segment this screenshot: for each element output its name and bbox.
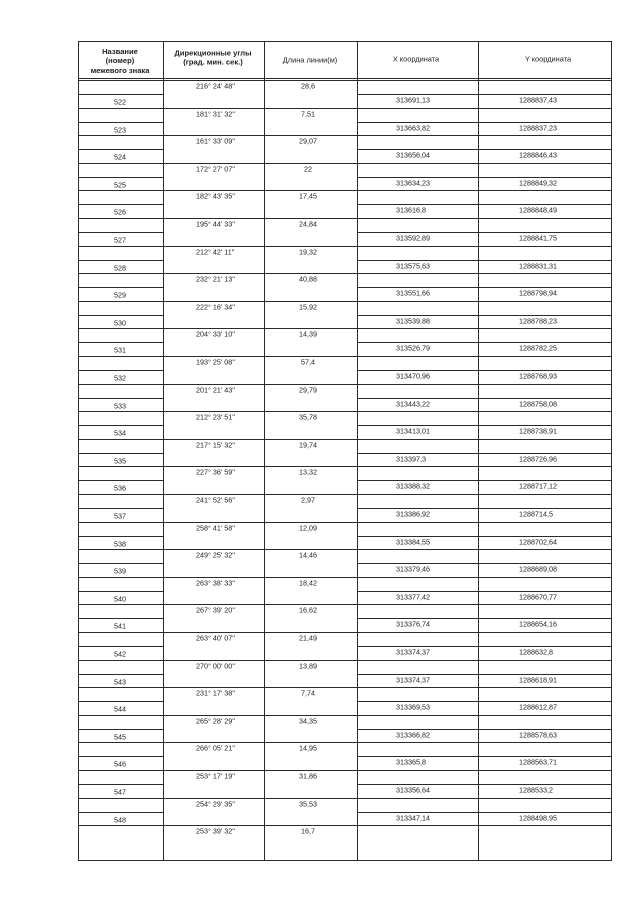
row-border [78, 756, 163, 757]
line-length: 15,92 [299, 302, 317, 312]
point-name: 530 [114, 318, 126, 328]
line-length: 16,62 [299, 605, 317, 615]
x-coordinate: 313575,63 [396, 260, 430, 270]
table-column-border [163, 41, 164, 861]
point-name: 537 [114, 511, 126, 521]
x-coordinate: 313551,66 [396, 288, 430, 298]
x-coordinate: 313592,89 [396, 233, 430, 243]
point-name: 522 [114, 97, 126, 107]
direction-angle: 263° 38' 33'' [196, 578, 235, 588]
row-border [78, 342, 163, 343]
row-border [78, 701, 163, 702]
row-border [78, 522, 612, 523]
point-name: 528 [114, 262, 126, 272]
y-coordinate: 1288670,77 [519, 592, 557, 602]
line-length: 14,95 [299, 743, 317, 753]
line-length: 19,32 [299, 246, 317, 256]
row-border [78, 687, 612, 688]
point-name: 525 [114, 180, 126, 190]
direction-angle: 193° 25' 08'' [196, 357, 235, 367]
line-length: 24,84 [299, 219, 317, 229]
point-name: 536 [114, 483, 126, 493]
x-coordinate: 313656,04 [396, 150, 430, 160]
y-coordinate: 1288689,08 [519, 564, 557, 574]
line-length: 35,53 [299, 798, 317, 808]
row-border [78, 618, 163, 619]
row-border [78, 246, 612, 247]
x-coordinate: 313388,32 [396, 481, 430, 491]
row-border [78, 591, 163, 592]
y-coordinate: 1288782,25 [519, 343, 557, 353]
row-border [78, 632, 612, 633]
y-coordinate: 1288498,95 [519, 812, 557, 822]
line-length: 2,97 [301, 495, 315, 505]
line-length: 13,89 [299, 660, 317, 670]
row-border [78, 301, 612, 302]
direction-angle: 181° 31' 32'' [196, 108, 235, 118]
row-border [78, 563, 163, 564]
row-border [78, 204, 163, 205]
x-coordinate: 313366,82 [396, 730, 430, 740]
point-name: 546 [114, 759, 126, 769]
direction-angle: 204° 33' 10'' [196, 329, 235, 339]
row-border [78, 94, 163, 95]
x-coordinate: 313691,13 [396, 95, 430, 105]
table-bottom-border [78, 860, 612, 861]
line-length: 34,35 [299, 716, 317, 726]
y-coordinate: 1288612,87 [519, 702, 557, 712]
row-border [78, 812, 163, 813]
direction-angle: 253° 39' 32'' [196, 826, 235, 836]
line-length: 22 [304, 164, 312, 174]
row-border [78, 784, 163, 785]
x-coordinate: 313539,88 [396, 316, 430, 326]
row-border [78, 577, 612, 578]
boundary-coordinates-table [78, 41, 612, 861]
point-name: 531 [114, 345, 126, 355]
point-name: 527 [114, 235, 126, 245]
row-border [78, 287, 163, 288]
row-border [78, 370, 163, 371]
row-border [78, 80, 612, 81]
row-border [78, 384, 612, 385]
y-coordinate: 1288846,43 [519, 150, 557, 160]
point-name: 547 [114, 787, 126, 797]
row-border [78, 480, 163, 481]
point-name: 532 [114, 373, 126, 383]
x-coordinate: 313377,42 [396, 592, 430, 602]
line-length: 31,86 [299, 771, 317, 781]
x-coordinate: 313386,92 [396, 509, 430, 519]
x-coordinate: 313634,23 [396, 178, 430, 188]
point-name: 534 [114, 428, 126, 438]
x-coordinate: 313374,37 [396, 647, 430, 657]
direction-angle: 266° 05' 21'' [196, 743, 235, 753]
table-column-border [78, 41, 79, 861]
direction-angle: 161° 33' 09'' [196, 136, 235, 146]
line-length: 7,51 [301, 108, 315, 118]
point-name: 524 [114, 152, 126, 162]
table-top-border [78, 41, 612, 42]
y-coordinate: 1288758,08 [519, 398, 557, 408]
row-border [78, 770, 612, 771]
row-border [78, 122, 163, 123]
x-coordinate: 313526,79 [396, 343, 430, 353]
point-name: 526 [114, 207, 126, 217]
row-border [78, 508, 163, 509]
point-name: 535 [114, 456, 126, 466]
row-border [78, 149, 163, 150]
row-border [78, 798, 612, 799]
point-name: 539 [114, 566, 126, 576]
point-name: 545 [114, 732, 126, 742]
row-border [78, 715, 612, 716]
line-length: 28,6 [301, 81, 315, 91]
row-border [78, 494, 612, 495]
direction-angle: 267° 39' 20'' [196, 605, 235, 615]
direction-angle: 216° 24' 48'' [196, 81, 235, 91]
direction-angle: 227° 36' 59'' [196, 467, 235, 477]
direction-angle: 265° 28' 29'' [196, 716, 235, 726]
point-name: 540 [114, 594, 126, 604]
row-border [78, 742, 612, 743]
y-coordinate: 1288837,23 [519, 122, 557, 132]
row-border [78, 163, 612, 164]
direction-angle: 201° 21' 43'' [196, 384, 235, 394]
row-border [78, 453, 163, 454]
table-column-border [611, 41, 612, 861]
row-border [78, 328, 612, 329]
x-coordinate: 313443,22 [396, 398, 430, 408]
point-name: 533 [114, 400, 126, 410]
header-bottom-border [78, 78, 612, 79]
row-border [78, 177, 163, 178]
x-coordinate: 313663,82 [396, 122, 430, 132]
direction-angle: 172° 27' 07'' [196, 164, 235, 174]
y-coordinate: 1288702,64 [519, 536, 557, 546]
row-border [78, 260, 163, 261]
row-border [78, 536, 163, 537]
row-border [78, 825, 612, 826]
table-column-border [478, 41, 479, 861]
line-length: 29,79 [299, 384, 317, 394]
header-y-coordinate: Y координата [524, 54, 572, 64]
x-coordinate: 313376,74 [396, 619, 430, 629]
row-border [78, 466, 612, 467]
direction-angle: 241° 52' 56'' [196, 495, 235, 505]
y-coordinate: 1288848,49 [519, 205, 557, 215]
x-coordinate: 313356,64 [396, 785, 430, 795]
x-coordinate: 313379,46 [396, 564, 430, 574]
x-coordinate: 313384,55 [396, 536, 430, 546]
row-border [78, 549, 612, 550]
direction-angle: 217° 15' 32'' [196, 440, 235, 450]
point-name: 548 [114, 814, 126, 824]
line-length: 17,45 [299, 191, 317, 201]
y-coordinate: 1288788,23 [519, 316, 557, 326]
y-coordinate: 1288738,91 [519, 426, 557, 436]
line-length: 57,4 [301, 357, 315, 367]
point-name: 523 [114, 124, 126, 134]
direction-angle: 253° 17' 19'' [196, 771, 235, 781]
point-name: 538 [114, 538, 126, 548]
point-name: 529 [114, 290, 126, 300]
direction-angle: 212° 23' 51'' [196, 412, 235, 422]
line-length: 40,88 [299, 274, 317, 284]
point-name: 544 [114, 704, 126, 714]
y-coordinate: 1288654,16 [519, 619, 557, 629]
header-direction-angle: Дирекционные углы (град. мин. сек.) [174, 48, 252, 67]
row-border [78, 646, 163, 647]
x-coordinate: 313347,14 [396, 812, 430, 822]
line-length: 7,74 [301, 688, 315, 698]
point-name: 542 [114, 649, 126, 659]
line-length: 29,07 [299, 136, 317, 146]
x-coordinate: 313470,96 [396, 371, 430, 381]
direction-angle: 195° 44' 33'' [196, 219, 235, 229]
row-border [78, 356, 612, 357]
row-border [78, 218, 612, 219]
row-border [78, 439, 612, 440]
row-border [78, 674, 163, 675]
row-border [78, 273, 612, 274]
header-x-coordinate: X координата [392, 54, 440, 64]
x-coordinate: 313365,8 [396, 757, 426, 767]
row-border [78, 315, 163, 316]
table-column-border [264, 41, 265, 861]
y-coordinate: 1288618,91 [519, 674, 557, 684]
row-border [78, 729, 163, 730]
line-length: 16,7 [301, 826, 315, 836]
line-length: 21,49 [299, 633, 317, 643]
line-length: 14,46 [299, 550, 317, 560]
row-border [78, 190, 612, 191]
y-coordinate: 1288717,12 [519, 481, 557, 491]
direction-angle: 212° 42' 11'' [196, 246, 235, 256]
x-coordinate: 313616,8 [396, 205, 426, 215]
y-coordinate: 1288768,93 [519, 371, 557, 381]
line-length: 19,74 [299, 440, 317, 450]
x-coordinate: 313374,37 [396, 674, 430, 684]
direction-angle: 231° 17' 38'' [196, 688, 235, 698]
y-coordinate: 1288632,8 [519, 647, 553, 657]
direction-angle: 249° 25' 32'' [196, 550, 235, 560]
row-border [78, 398, 163, 399]
row-border [78, 108, 612, 109]
line-length: 13,32 [299, 467, 317, 477]
direction-angle: 254° 29' 35'' [196, 798, 235, 808]
direction-angle: 263° 40' 07'' [196, 633, 235, 643]
row-border [78, 411, 612, 412]
direction-angle: 222° 16' 34'' [196, 302, 235, 312]
y-coordinate: 1288837,43 [519, 95, 557, 105]
point-name: 541 [114, 621, 126, 631]
header-point-name: Название (номер) межевого знака [90, 46, 150, 75]
y-coordinate: 1288578,63 [519, 730, 557, 740]
y-coordinate: 1288533,2 [519, 785, 553, 795]
x-coordinate: 313369,53 [396, 702, 430, 712]
x-coordinate: 313397,3 [396, 454, 426, 464]
y-coordinate: 1288563,71 [519, 757, 557, 767]
line-length: 18,42 [299, 578, 317, 588]
line-length: 35,78 [299, 412, 317, 422]
row-border [78, 660, 612, 661]
x-coordinate: 313413,01 [396, 426, 430, 436]
row-border [78, 604, 612, 605]
y-coordinate: 1288849,32 [519, 178, 557, 188]
header-line-length: Длина линии(м) [282, 55, 338, 65]
table-column-border [357, 41, 358, 861]
y-coordinate: 1288726,96 [519, 454, 557, 464]
y-coordinate: 1288798,94 [519, 288, 557, 298]
point-name: 543 [114, 676, 126, 686]
row-border [78, 135, 612, 136]
y-coordinate: 1288831,31 [519, 260, 557, 270]
y-coordinate: 1288714,5 [519, 509, 553, 519]
y-coordinate: 1288841,75 [519, 233, 557, 243]
row-border [78, 232, 163, 233]
direction-angle: 232° 21' 13'' [196, 274, 235, 284]
direction-angle: 182° 43' 35'' [196, 191, 235, 201]
line-length: 14,39 [299, 329, 317, 339]
direction-angle: 258° 41' 58'' [196, 522, 235, 532]
row-border [78, 425, 163, 426]
direction-angle: 270° 00' 00'' [196, 660, 235, 670]
line-length: 12,09 [299, 522, 317, 532]
